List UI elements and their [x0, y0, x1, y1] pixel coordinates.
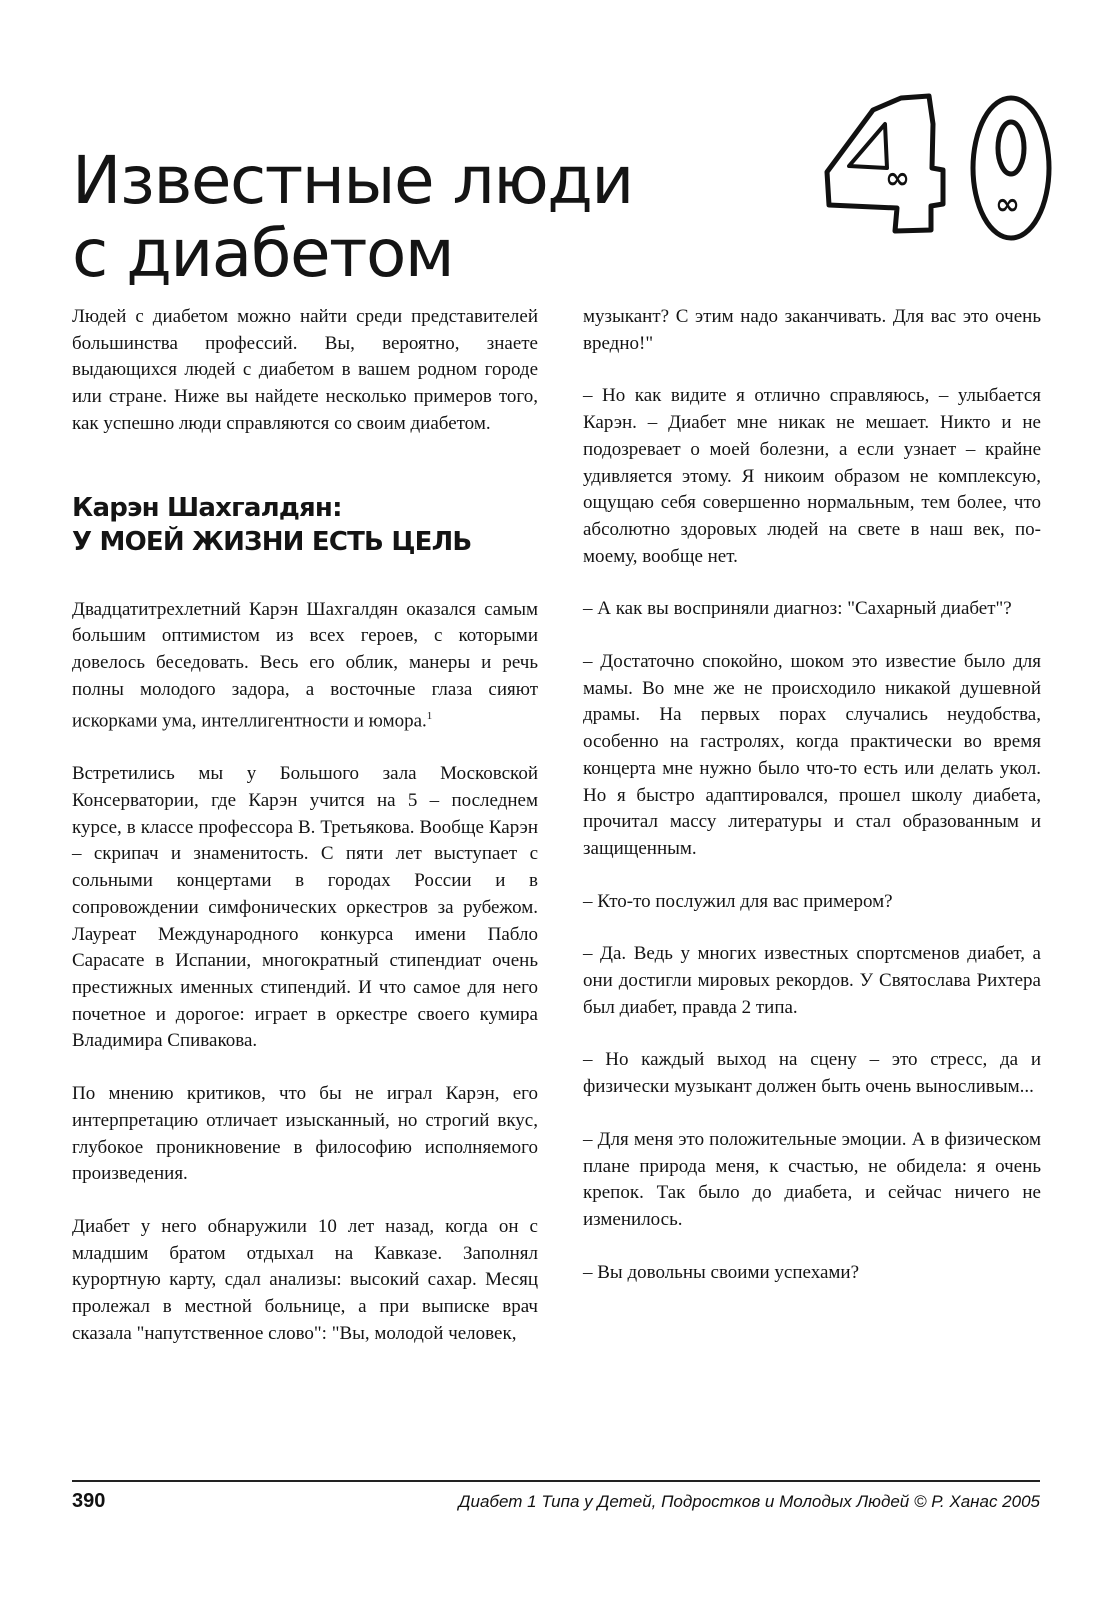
paragraph: По мнению критиков, что бы не играл Карэн, его интерпретацию отличает изысканный, но строгий вкус, глубокое проникновение в философию исполняемого произведения.	[72, 1083, 538, 1185]
paragraph: – Да. Ведь у многих известных спортсменов диабет, а они достигли мировых рекордов. У Святослава Рихтера был диабет, правда 2 типа.	[583, 943, 1041, 1018]
logo-infinity-mark-1: ∞	[885, 161, 910, 196]
paragraph: – Вы довольны своими успехами?	[583, 1261, 860, 1283]
section-heading-subtitle: У МОЕЙ ЖИЗНИ ЕСТЬ ЦЕЛЬ	[72, 526, 472, 557]
paragraph: – Для меня это положительные эмоции. А в физическом плане природа меня, к счастью, не обидела: я очень крепок. Так было до диабета, и сейчас ничего не изменилось.	[583, 1128, 1041, 1230]
paragraph	[72, 597, 538, 736]
chapter-number-logo-icon	[815, 88, 1055, 244]
footer-divider	[72, 1480, 1040, 1482]
running-footer: Диабет 1 Типа у Детей, Подростков и Молодых Людей © Р. Ханас 2005	[458, 1492, 1040, 1511]
paragraph: музыкант? С этим надо заканчивать. Для вас это очень вредно!"	[583, 306, 1041, 354]
logo-infinity-mark-2: ∞	[995, 187, 1020, 222]
section-heading-name: Карэн Шахгалдян:	[72, 492, 342, 523]
paragraph: – Но как видите я отлично справляюсь, – улыбается Карэн. – Диабет мне никак не мешает. Никто и не подозревает о моей болезни, а если узнает – крайне удивляется этому. Я никоим образом не комплексую, ощущаю себя совершенно нормальным, тем более, что абсолютно здоровых людей на свете в наш век, по-моему, вообще нет.	[583, 385, 1041, 567]
paragraph: – Но каждый выход на сцену – это стресс, да и физически музыкант должен быть очень выносливым...	[583, 1049, 1041, 1098]
footnote-mark: 1	[426, 710, 433, 723]
chapter-title-line-2: с диабетом	[72, 215, 454, 293]
chapter-title-line-1: Известные люди	[72, 142, 633, 220]
right-column	[583, 304, 1041, 1286]
section-heading	[72, 491, 538, 559]
page-number: 390	[72, 1490, 106, 1512]
paragraph: – А как вы восприняли диагноз: "Сахарный диабет"?	[583, 598, 1012, 620]
chapter-title	[72, 142, 772, 293]
intro-paragraph: Людей с диабетом можно найти среди представителей большинства профессий. Вы, вероятно, знаете выдающихся людей с диабетом в вашем родном городе или стране. Ниже вы найдете несколько примеров того, как успешно люди справляются со своим диабетом.	[72, 306, 538, 434]
paragraph-text: Двадцатитрехлетний Карэн Шахгалдян оказался самым большим оптимистом из всех героев, с которыми довелось беседовать. Весь его облик, манеры и речь полны молодого задора, а восточные глаза сияют искорками ума, интеллигентности и юмора.	[72, 598, 538, 732]
paragraph: Диабет у него обнаружили 10 лет назад, когда он с младшим братом отдыхал на Кавказе. Заполнял курортную карту, сдал анализы: высокий сахар. Месяц пролежал в местной больнице, а при выписке врач сказала "напутственное слово": "Вы, молодой человек,	[72, 1215, 538, 1344]
paragraph: – Кто-то послужил для вас примером?	[583, 890, 893, 912]
paragraph: Встретились мы у Большого зала Московской Консерватории, где Карэн учится на 5 – последнем курсе, в классе профессора В. Третьякова. Вообще Карэн – скрипач и знаменитость. С пяти лет выступает с сольными концертами в городах России и в сопровождении симфонических оркестров за рубежом. Лауреат Международного конкурса имени Пабло Сарасате в Испании, многократный стипендиат очень престижных именных стипендий. И что самое для него почетное и дорогое: играет в оркестре своего кумира Владимира Спивакова.	[72, 763, 538, 1052]
left-column	[72, 304, 538, 1347]
paragraph: – Достаточно спокойно, шоком это известие было для мамы. Во мне же не происходило никакой душевной драмы. На первых порах случались неудобства, особенно на гастролях, когда практически во время концерта мне нужно было что-то есть или делать укол. Но я быстро адаптировался, прошел школу диабета, прочитал массу литературы и стал образованным и защищенным.	[583, 651, 1041, 859]
